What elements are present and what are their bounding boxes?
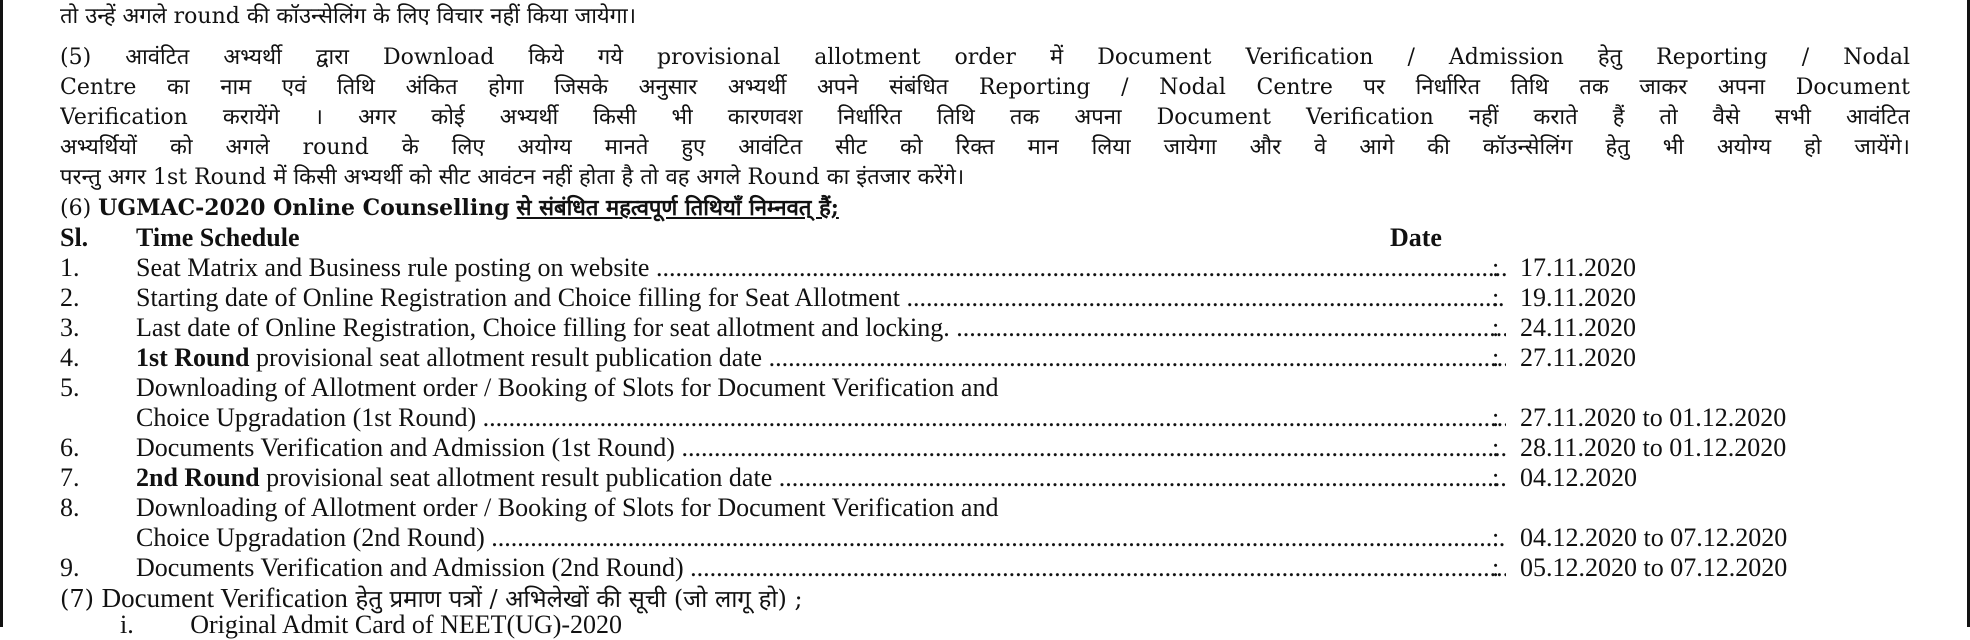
- paragraph-7-english: Document Verification: [101, 583, 348, 613]
- row-text: Documents Verification and Admission (2nd Round) .....: [136, 553, 1506, 583]
- schedule-row: [60, 313, 1910, 343]
- row-date: 17.11.2020: [1520, 253, 1637, 282]
- schedule-row-continuation: [60, 523, 1910, 553]
- schedule-row: [60, 493, 1910, 523]
- row-colon: :: [1492, 433, 1500, 462]
- row-date: 27.11.2020: [1520, 343, 1637, 372]
- row-text-line-2: Choice Upgradation (1st Round) .....: [136, 403, 1506, 433]
- paragraph-7-number: (7): [60, 585, 94, 613]
- row-text-wrapper: [136, 343, 1506, 373]
- row-text-line-2: Choice Upgradation (2nd Round) .....: [136, 523, 1506, 553]
- row-text: Downloading of Allotment order / Booking of Slots for Document Verification and: [136, 373, 999, 402]
- schedule-header: [60, 223, 1910, 253]
- row-text: Documents Verification and Admission (1st Round) .....: [136, 433, 1506, 463]
- row-number: 7.: [60, 463, 80, 492]
- row-text: Downloading of Allotment order / Booking of Slots for Document Verification and: [136, 493, 999, 522]
- paragraph-4-tail: तो उन्हें अगले round की कॉउन्सेलिंग के लिए विचार नहीं किया जायेगा।: [60, 4, 637, 29]
- row-text: Seat Matrix and Business rule posting on website .....: [136, 253, 1506, 283]
- paragraph-6-bold: UGMAC-2020 Online Counselling: [98, 195, 510, 221]
- row-number: 3.: [60, 313, 80, 342]
- schedule-row: [60, 253, 1910, 283]
- row-colon: :: [1492, 463, 1500, 492]
- col-time-header: Time Schedule: [136, 223, 300, 252]
- paragraph-5-line-2: Centre का नाम एवं तिथि अंकित होगा जिसके अनुसार अभ्यर्थी अपने संबंधित Reporting / Nodal Centre पर निर्धारित तिथि तक जाकर अपना Document: [60, 75, 1910, 100]
- schedule-row: [60, 373, 1910, 403]
- row-colon: :: [1492, 253, 1500, 282]
- row-text: provisional seat allotment result publication date: [259, 463, 773, 492]
- row-number: 2.: [60, 283, 80, 312]
- schedule-row: [60, 433, 1910, 463]
- paragraph-7-hindi: हेतु प्रमाण पत्रों / अभिलेखों की सूची (जो लागू हो) ;: [355, 585, 803, 613]
- row-date: 19.11.2020: [1520, 283, 1637, 312]
- row-number: 4.: [60, 343, 80, 372]
- paragraph-6-number: (6): [60, 196, 92, 221]
- row-date: 24.11.2020: [1520, 313, 1637, 342]
- row-colon: :: [1492, 403, 1500, 432]
- row-date: 04.12.2020 to 07.12.2020: [1520, 523, 1788, 552]
- item-number: i.: [120, 610, 134, 639]
- col-date-header: Date: [1390, 223, 1442, 252]
- row-number: 9.: [60, 553, 80, 582]
- schedule-row: [60, 343, 1910, 373]
- row-number: 6.: [60, 433, 80, 462]
- paragraph-6-underlined: से संबंधित महत्वपूर्ण तिथियाँ निम्नवत् हैं;: [516, 195, 839, 221]
- paragraph-5-line-3: Verification करायेंगे । अगर कोई अभ्यर्थी किसी भी कारणवश निर्धारित तिथि तक अपना Document Verification नहीं कराते हैं तो वैसे सभी आवंटित: [60, 105, 1910, 130]
- row-colon: :: [1492, 313, 1500, 342]
- row-text: Starting date of Online Registration and Choice filling for Seat Allotment .....: [136, 283, 1506, 313]
- row-colon: :: [1492, 343, 1500, 372]
- row-text-bold: 1st Round: [136, 343, 250, 372]
- row-date: 28.11.2020 to 01.12.2020: [1520, 433, 1787, 462]
- paragraph-7-item: [120, 610, 1820, 640]
- row-text-bold: 2nd Round: [136, 463, 260, 492]
- row-date: 27.11.2020 to 01.12.2020: [1520, 403, 1787, 432]
- paragraph-6-heading: [60, 193, 1910, 224]
- paragraph-5-line-1: (5) आवंटित अभ्यर्थी द्वारा Download किये गये provisional allotment order में Document Verification / Admission हेतु Reporting / Nodal: [60, 45, 1910, 70]
- row-text-wrapper: [136, 463, 1506, 493]
- paragraph-5-line-5: परन्तु अगर 1st Round में किसी अभ्यर्थी को सीट आवंटन नहीं होता है तो वह अगले Round का इंतजार करेंगे।: [60, 165, 965, 190]
- schedule-row: [60, 283, 1910, 313]
- schedule-row: [60, 463, 1910, 493]
- row-colon: :: [1492, 523, 1500, 552]
- item-text: Original Admit Card of NEET(UG)-2020: [190, 610, 623, 639]
- row-text: Last date of Online Registration, Choice filling for seat allotment and locking. .....: [136, 313, 1506, 343]
- schedule-row: [60, 553, 1910, 583]
- paragraph-5-line-4: अभ्यर्थियों को अगले round के लिए अयोग्य मानते हुए आवंटित सीट को रिक्त मान लिया जायेगा और वे आगे की कॉउन्सेलिंग हेतु भी अयोग्य हो जायेंगे।: [60, 135, 1910, 160]
- row-number: 8.: [60, 493, 80, 522]
- row-number: 1.: [60, 253, 80, 282]
- row-date: 05.12.2020 to 07.12.2020: [1520, 553, 1788, 582]
- row-date: 04.12.2020: [1520, 463, 1637, 492]
- row-colon: :: [1492, 283, 1500, 312]
- row-text: provisional seat allotment result publication date: [249, 343, 763, 372]
- row-colon: :: [1492, 553, 1500, 582]
- col-sl-header: Sl.: [60, 223, 89, 252]
- row-number: 5.: [60, 373, 80, 402]
- schedule-row-continuation: [60, 403, 1910, 433]
